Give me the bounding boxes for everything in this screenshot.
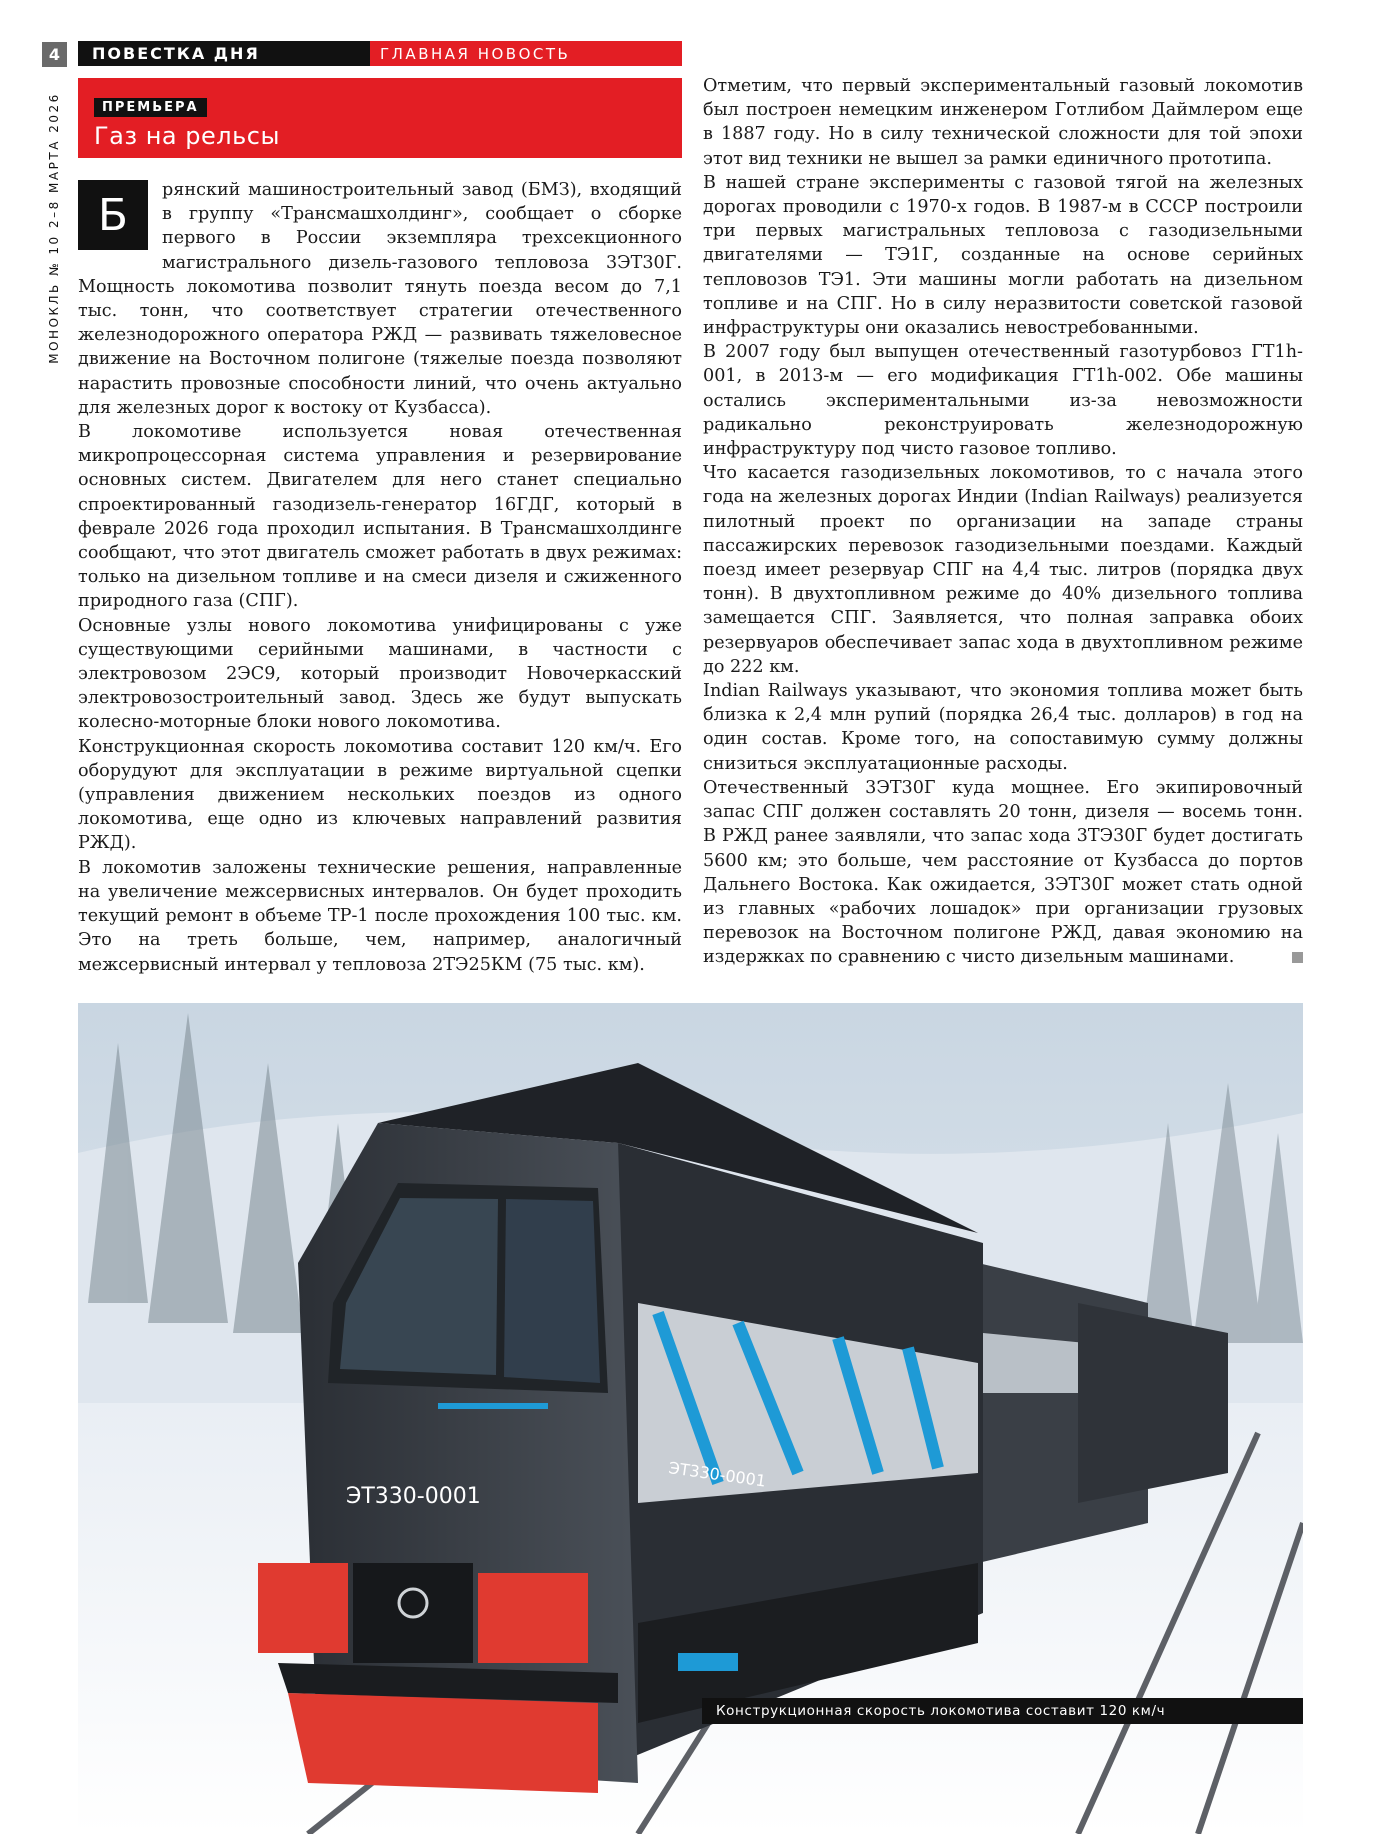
paragraph: Б рянский машиностроительный завод (БМЗ), входящий в группу «Трансмашхолдинг», сообщает о сборке первого в России экземпляра трехсекционного магистрального дизель-газового тепловоза 3ЭТ30Г. Мощность локомотива позволит тянуть поезда весом до 7,1 тыс. тонн, что соответствует стратегии отечественного железнодорожного оператора РЖД — развивать тяжеловесное движение на Восточном полигоне (тяжелые поезда позволяют нарастить провозные способности линий, что очень актуально для железных дорог к востоку от Кузбасса).	[78, 180, 682, 418]
paragraph: Indian Railways указывают, что экономия топлива может быть близка к 2,4 млн рупий (порядка 26,4 тыс. долларов) в год на один состав. Кроме того, на сопоставимую сумму должны снизиться эксплуатационные расходы.	[703, 681, 1303, 774]
end-of-article-icon	[1292, 952, 1303, 963]
locomotive-photo	[78, 1003, 1303, 1834]
paragraph: Отметим, что первый экспериментальный газовый локомотив был построен немецким инженером Готлибом Даймлером еще в 1887 году. Но в силу технической сложности для той эпохи этот вид техники не вышел за рамки единичного прототипа.	[703, 76, 1303, 169]
cab-number-label: ЭТ330-0001	[346, 1484, 481, 1509]
rubric-label: ГЛАВНАЯ НОВОСТЬ	[370, 41, 682, 66]
paragraph: В локомотиве используется новая отечественная микропроцессорная система управления и резервирование основных систем. Двигателем для него станет специально спроектированный газодизель-генератор 16ГДГ, который в феврале 2026 года проходил испытания. В Трансмашхолдинге сообщают, что этот двигатель сможет работать в двух режимах: только на дизельном топливе и на смеси дизеля и сжиженного природного газа (СПГ).	[78, 422, 682, 612]
article-title: Газ на рельсы	[94, 122, 280, 150]
section-label: ПОВЕСТКА ДНЯ	[78, 41, 370, 66]
article-header	[78, 78, 682, 158]
right-column	[703, 74, 1303, 970]
article-kicker: ПРЕМЬЕРА	[94, 98, 207, 117]
left-column	[78, 178, 682, 977]
page-number: 4	[42, 42, 67, 67]
issue-strip	[42, 78, 67, 378]
paragraph: В локомотив заложены технические решения, направленные на увеличение межсервисных интервалов. Он будет проходить текущий ремонт в объеме ТР-1 после прохождения 100 тыс. км. Это на треть больше, чем, например, аналогичный межсервисный интервал у тепловоза 2ТЭ25КМ (75 тыс. км).	[78, 857, 682, 975]
side-number-label: ЭТ330-0001	[667, 1458, 768, 1491]
drop-cap: Б	[78, 180, 148, 250]
photo-caption: Конструкционная скорость локомотива составит 120 км/ч	[702, 1698, 1303, 1724]
issue-info: МОНОКЛЬ № 10 2–8 МАРТА 2026	[47, 92, 61, 364]
paragraph: Отечественный 3ЭТ30Г куда мощнее. Его экипировочный запас СПГ должен составлять 20 тонн, дизеля — восемь тонн. В РЖД ранее заявляли, что запас хода 3ТЭ30Г будет достигать 5600 км; это больше, чем расстояние от Кузбасса до портов Дальнего Востока. Как ожидается, 3ЭТ30Г может стать одной из главных «рабочих лошадок» при организации грузовых перевозок на Восточном полигоне РЖД, давая экономию на издержках по сравнению с чисто дизельным машинами.	[703, 777, 1303, 968]
paragraph: В нашей стране эксперименты с газовой тягой на железных дорогах проводили с 1970-х годов. В 1987-м в СССР построили три первых магистральных тепловоза с газодизельными двигателями — ТЭ1Г, созданные на основе серийных тепловозов ТЭ1. Эти машины могли работать на дизельном топливе и на СПГ. Но в силу неразвитости советской газовой инфраструктуры они оказались невостребованными.	[703, 172, 1303, 339]
paragraph: Конструкционная скорость локомотива составит 120 км/ч. Его оборудуют для эксплуатации в режиме виртуальной сцепки (управления движением нескольких поездов из одного локомотива, еще одно из ключевых направлений развития РЖД).	[78, 736, 682, 854]
paragraph: Что касается газодизельных локомотивов, то с начала этого года на железных дорогах Индии (Indian Railways) реализуется пилотный проект по организации на западе страны пассажирских перевозок газодизельными поездами. Каждый поезд имеет резервуар СПГ на 4,4 тыс. литров (порядка двух тонн). В двухтопливном режиме до 40% дизельного топлива замещается СПГ. Заявляется, что полная заправка обоих резервуаров обеспечивает запас хода в двухтопливном режиме до 222 км.	[703, 463, 1303, 677]
paragraph: Основные узлы нового локомотива унифицированы с уже существующими серийными машинами, в частности с электровозом 2ЭС9, который производит Новочеркасский электровозостроительный завод. Здесь же будут выпускать колесно-моторные блоки нового локомотива.	[78, 615, 682, 733]
paragraph: В 2007 году был выпущен отечественный газотурбовоз ГТ1h-001, в 2013-м — его модификация ГТ1h-002. Обе машины остались экспериментальными из-за невозможности радикально реконструировать железнодорожную инфраструктуру под чисто газовое топливо.	[703, 342, 1303, 460]
